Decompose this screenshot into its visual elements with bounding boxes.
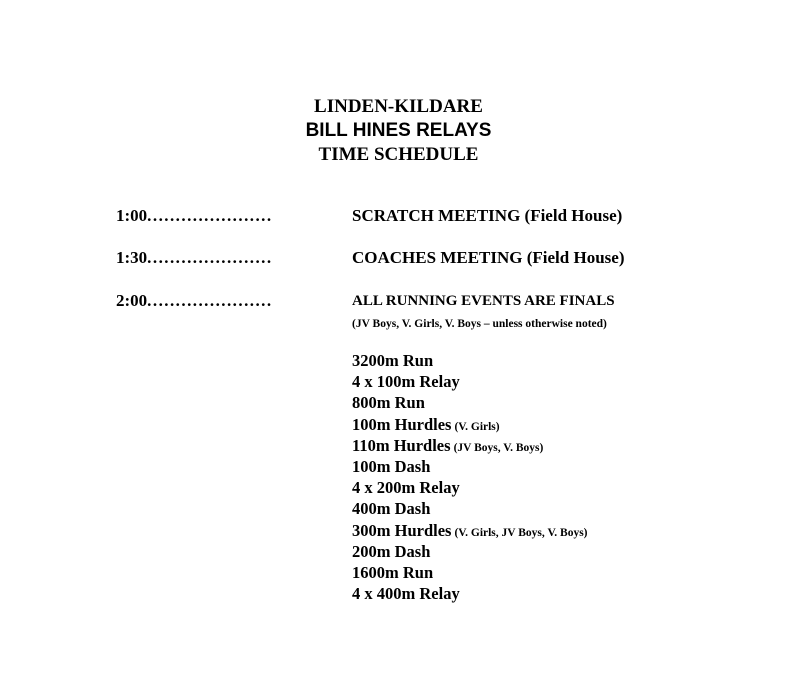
schedule-time: 1:30 — [116, 248, 148, 267]
event-name: 100m Hurdles — [352, 414, 452, 434]
event-item — [352, 371, 588, 392]
title-meet-name: BILL HINES RELAYS — [305, 120, 492, 141]
event-item — [352, 498, 588, 519]
title-school: LINDEN-KILDARE — [314, 96, 483, 117]
event-qualifier: (JV Boys, V. Boys) — [453, 441, 544, 454]
event-name: 3200m Run — [352, 351, 434, 370]
event-name: 110m Hurdles — [352, 435, 451, 455]
event-name: 800m Run — [352, 393, 425, 413]
event-name: 1600m Run — [352, 562, 434, 582]
event-name: 400m Dash — [352, 499, 431, 519]
schedule-time: 1:00 — [116, 206, 148, 225]
event-item — [352, 541, 588, 562]
event-name: 100m Dash — [352, 456, 431, 476]
event-item — [352, 520, 588, 541]
event-item — [352, 350, 588, 371]
divisions-note: (JV Boys, V. Girls, V. Boys – unless otherwise noted) — [352, 318, 607, 330]
dot-leader: ...................... — [147, 248, 273, 267]
event-qualifier: (V. Girls) — [454, 420, 500, 433]
schedule-row-running-events — [116, 290, 615, 312]
event-name: 4 x 400m Relay — [352, 584, 460, 604]
dot-leader: ...................... — [147, 291, 273, 310]
event-name: 4 x 100m Relay — [352, 372, 460, 392]
event-name: 4 x 200m Relay — [352, 478, 460, 498]
event-item — [352, 392, 588, 413]
schedule-row-scratch-meeting — [116, 205, 623, 227]
dot-leader: ...................... — [147, 206, 273, 225]
schedule-description: ALL RUNNING EVENTS ARE FINALS — [352, 293, 615, 309]
event-name: 200m Dash — [352, 541, 431, 561]
event-name: 300m Hurdles — [352, 520, 452, 540]
event-list — [352, 350, 588, 604]
event-item — [352, 456, 588, 477]
event-item — [352, 562, 588, 583]
event-item — [352, 414, 588, 435]
event-item — [352, 477, 588, 498]
title-schedule: TIME SCHEDULE — [318, 144, 479, 165]
schedule-time: 2:00 — [116, 291, 148, 310]
schedule-description: COACHES MEETING (Field House) — [352, 248, 625, 267]
schedule-description: SCRATCH MEETING (Field House) — [352, 206, 623, 225]
event-item — [352, 435, 588, 456]
schedule-row-coaches-meeting — [116, 247, 625, 269]
event-item — [352, 583, 588, 604]
event-qualifier: (V. Girls, JV Boys, V. Boys) — [454, 526, 588, 539]
